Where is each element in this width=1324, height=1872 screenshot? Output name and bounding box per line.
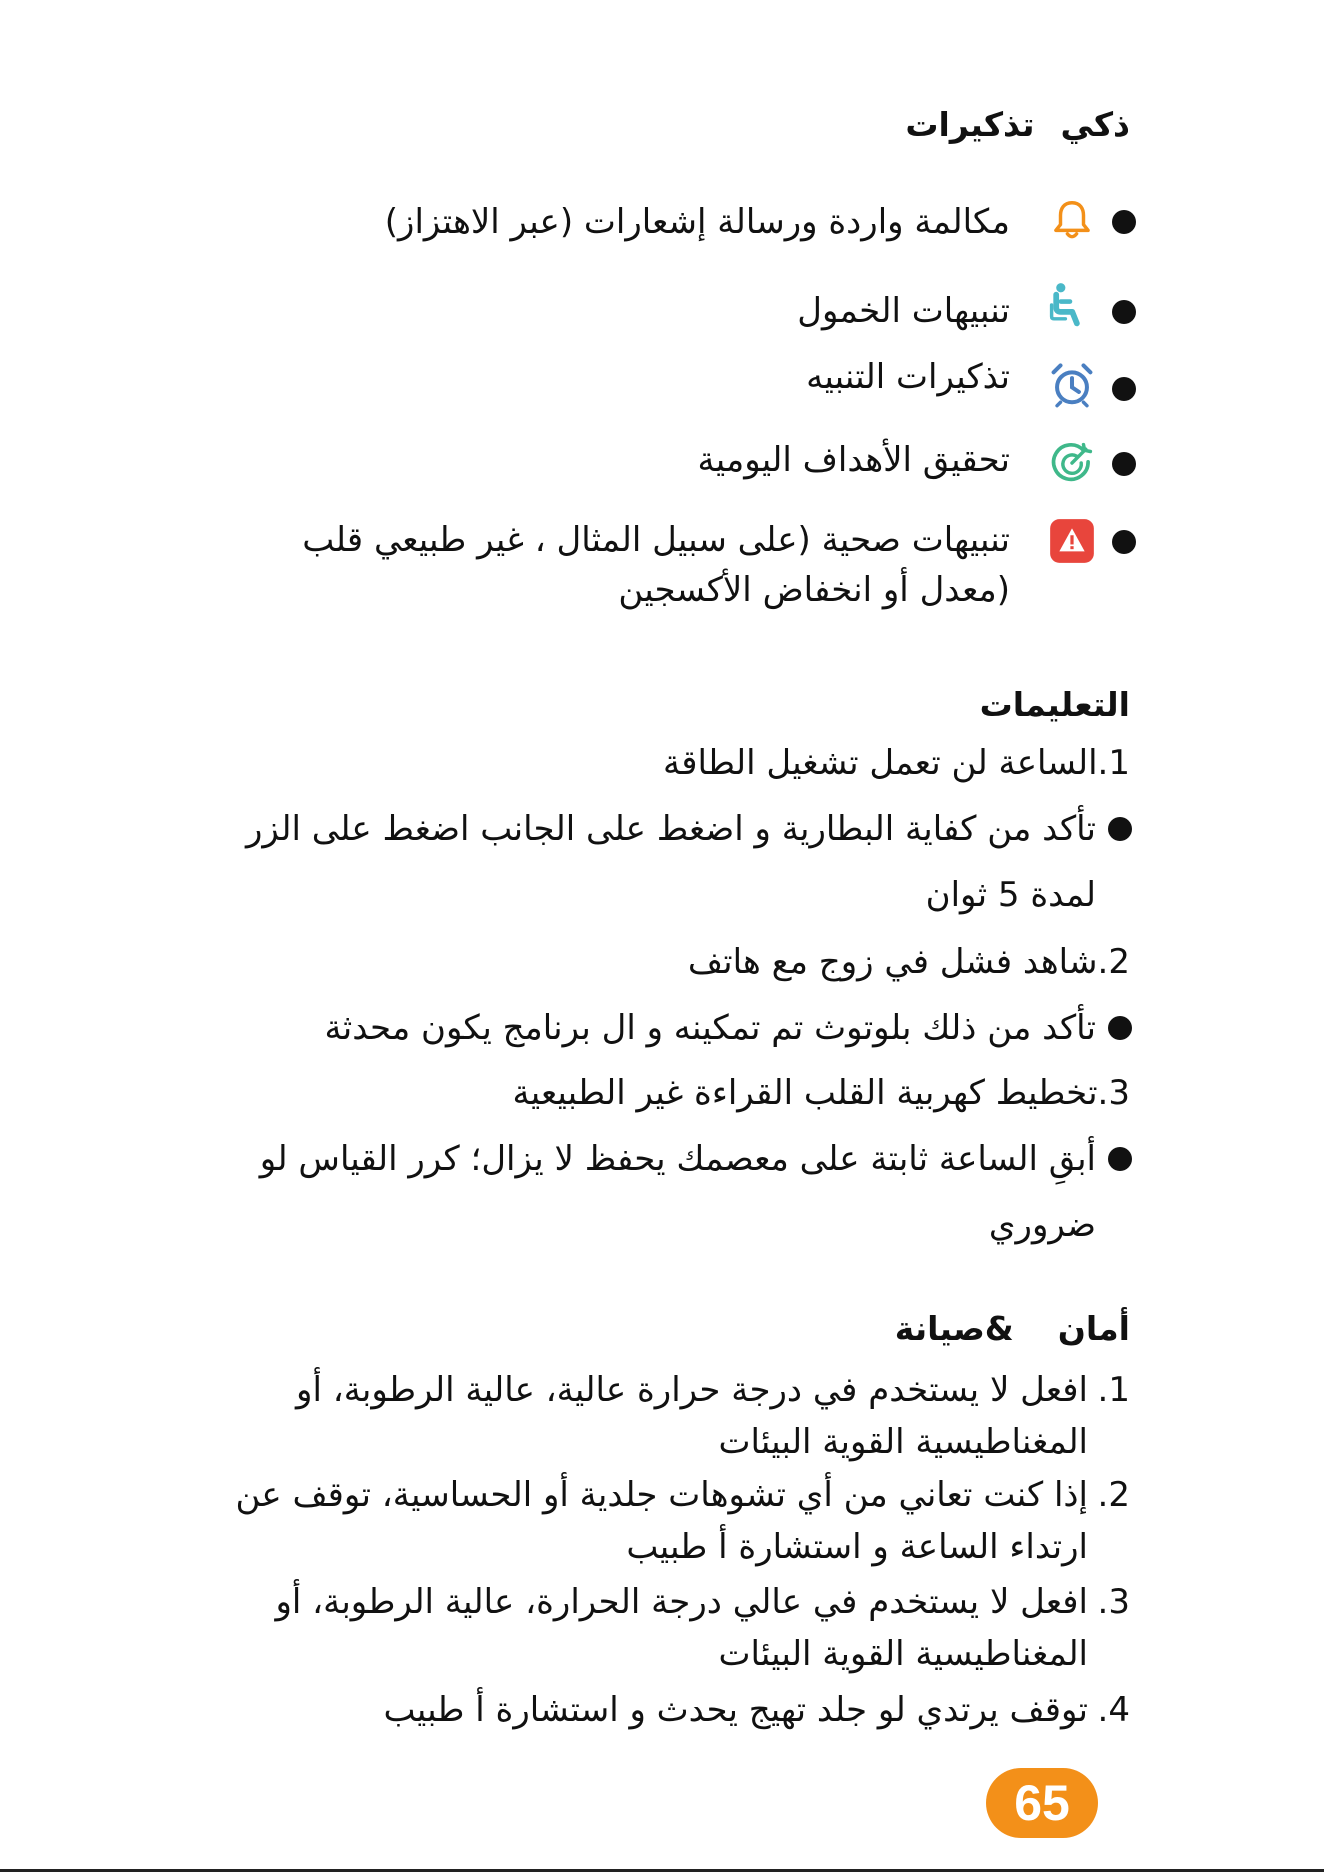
- bullet-dot: [1112, 210, 1136, 234]
- instruction-item: [513, 1066, 1130, 1120]
- bullet-dot: [1112, 300, 1136, 324]
- item-number: 3.: [1097, 1073, 1130, 1113]
- bullet-dot: [1112, 377, 1136, 401]
- item-number: 1.: [1097, 743, 1130, 783]
- reminder-text: تذكيرات التنبيه: [806, 357, 1010, 397]
- safety-text-continued: المغناطيسية القوية البيئات: [718, 1634, 1088, 1674]
- safety-text: افعل لا يستخدم في عالي درجة الحرارة، عالية الرطوبة، أو: [275, 1582, 1088, 1622]
- bullet-dot: [1108, 817, 1132, 841]
- safety-text: توقف يرتدي لو جلد تهيج يحدث و استشارة أ طبيب: [383, 1690, 1088, 1730]
- safety-number: 2.: [1097, 1475, 1130, 1515]
- safety-number: 4.: [1097, 1690, 1130, 1730]
- bullet-dot: [1108, 1147, 1132, 1171]
- instruction-detail: تأكد من ذلك بلوتوث تم تمكينه و ال برنامج يكون محدثة: [324, 1008, 1096, 1048]
- title-word: أمان: [1057, 1309, 1130, 1348]
- instruction-detail: تأكد من كفاية البطارية و اضغط على الجانب اضغط على الزر: [246, 809, 1096, 849]
- item-text: تخطيط كهربية القلب القراءة غير الطبيعية: [512, 1073, 1098, 1113]
- instruction-detail-continued: لمدة 5 ثوان: [925, 875, 1096, 915]
- instruction-item: [663, 736, 1130, 790]
- bullet-dot: [1112, 452, 1136, 476]
- item-text: شاهد فشل في زوج مع هاتف: [687, 942, 1098, 982]
- section-title-safety: [894, 1309, 1130, 1348]
- page-number-badge: 65: [986, 1768, 1098, 1838]
- item-number: 2.: [1097, 942, 1130, 982]
- alarm-clock-icon: [1049, 362, 1095, 408]
- reminder-text-continued: (معدل أو انخفاض الأكسجين: [618, 570, 1010, 610]
- title-word: ذكي: [1060, 105, 1130, 144]
- bullet-dot: [1112, 530, 1136, 554]
- section-title-instructions: التعليمات: [979, 685, 1130, 724]
- safety-text: افعل لا يستخدم في درجة حرارة عالية، عالية الرطوبة، أو: [296, 1370, 1088, 1410]
- instruction-detail: أبقِ الساعة ثابتة على معصمك يحفظ لا يزال؛ كرر القياس لو: [259, 1139, 1096, 1179]
- title-word: &صيانة: [894, 1309, 1014, 1348]
- instruction-item: [688, 935, 1130, 989]
- safety-number: 3.: [1097, 1582, 1130, 1622]
- instruction-detail-continued: ضروري: [988, 1205, 1096, 1245]
- reminder-text: تنبيهات صحية (على سبيل المثال ، غير طبيعي قلب: [302, 520, 1010, 560]
- bell-icon: [1049, 197, 1095, 243]
- safety-text-continued: ارتداء الساعة و استشارة أ طبيب: [626, 1527, 1088, 1567]
- bullet-dot: [1108, 1016, 1132, 1040]
- item-text: الساعة لن تعمل تشغيل الطاقة: [663, 743, 1098, 783]
- safety-number: 1.: [1097, 1370, 1130, 1410]
- warning-icon: [1049, 518, 1095, 564]
- sedentary-icon: [1047, 282, 1093, 328]
- goal-target-icon: [1049, 440, 1095, 486]
- reminder-text: تنبيهات الخمول: [797, 291, 1010, 331]
- reminder-text: مكالمة واردة ورسالة إشعارات (عبر الاهتزاز): [384, 202, 1010, 242]
- safety-text: إذا كنت تعاني من أي تشوهات جلدية أو الحساسية، توقف عن: [235, 1475, 1088, 1515]
- title-word: تذكيرات: [905, 105, 1035, 144]
- reminder-text: تحقيق الأهداف اليومية: [697, 440, 1010, 480]
- safety-text-continued: المغناطيسية القوية البيئات: [718, 1422, 1088, 1462]
- section-title-reminders: [905, 105, 1130, 144]
